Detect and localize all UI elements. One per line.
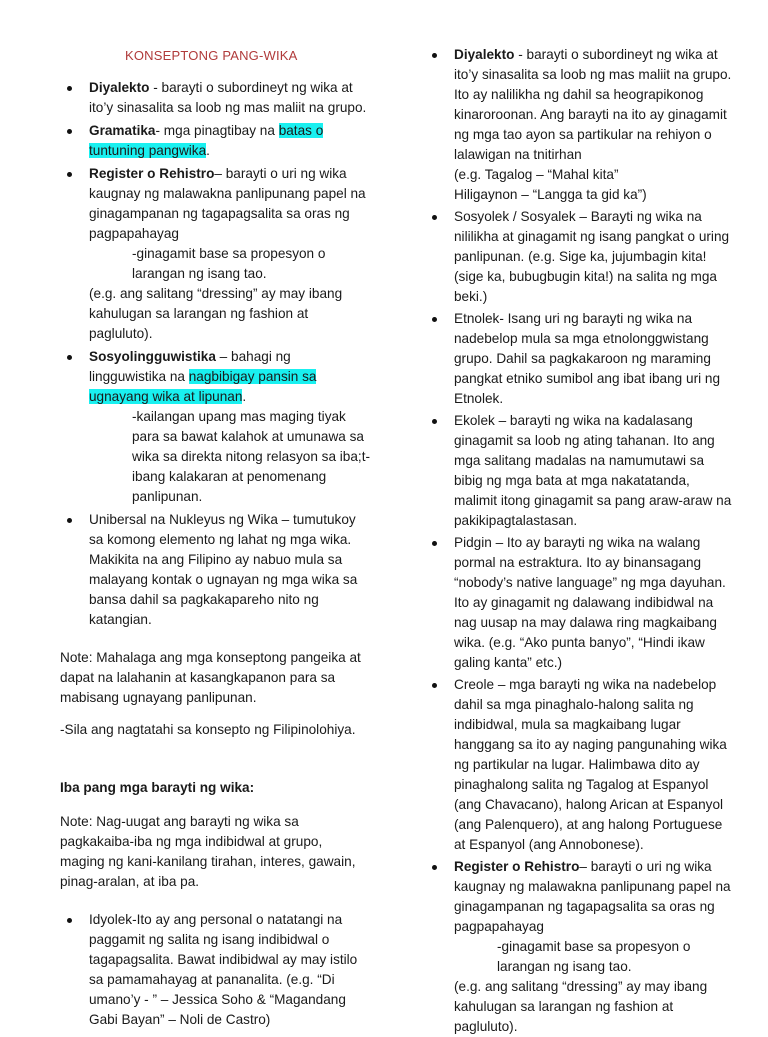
punctuation: .	[242, 389, 247, 404]
indented-note: -ginagamit base sa propesyon o larangan ng isang tao.	[132, 246, 326, 281]
highlighted-text: batas o tuntuning pangwika	[89, 123, 324, 158]
definition: - barayti o subordineyt ng wika at ito’y sinasalita sa loob ng mas maliit na grupo. Ito ay nalilikha ng dahil sa heograpikonog kinaroroonan. Ang barayti na ito ay ginagamit ng mga tao ayon sa partikular na rehiyon o lalawigan na tnitirhan	[454, 47, 732, 162]
definition: - mga pinagtibay na	[155, 123, 279, 138]
example: (e.g. ang salitang “dressing” ay may ibang kahulugan sa larangan ng fashion at pagluluto).	[454, 979, 708, 1034]
definition: Sosyolek / Sosyalek – Barayti ng wika na nililikha at ginagamit ng isang pangkat o uring panlipunan. (e.g. Sige ka, jujumbagin kita! (sige ka, bubugbugin kita!) na salita ng mga beki.)	[454, 209, 730, 304]
list-item-unibersal	[60, 510, 370, 630]
note-paragraph: -Sila ang nagtatahi sa konsepto ng Filipinolohiya.	[60, 722, 356, 737]
definition: - barayti o subordineyt ng wika at ito’y sinasalita sa loob ng mas maliit na grupo.	[89, 80, 367, 115]
list-item-gramatika	[60, 121, 370, 161]
definition: Pidgin – Ito ay barayti ng wika na walang pormal na estraktura. Ito ay binansagang “nobody’s native language” ng mga dayuhan. Ito ay ginagamit ng dalawang indibidwal na nag uusap na may dalawa ring magkaibang wika. (e.g. “Ako punta banyo”, “Hindi ikaw galing kanta” etc.)	[454, 535, 726, 670]
punctuation: .	[206, 143, 210, 158]
definition: Etnolek- Isang uri ng barayti ng wika na nadebelop mula sa mga etnolonggwistang grupo. Dahil sa pagkakaroon ng maraming pangkat etniko sumibol ang ibat ibang uri ng Etnolek.	[454, 311, 721, 406]
variety-list	[425, 45, 735, 1037]
example: Hiligaynon – “Langga ta gid ka”)	[454, 187, 647, 202]
section-heading: Iba pang mga barayti ng wika:	[60, 780, 255, 795]
term: Sosyolingguwistika	[89, 349, 216, 364]
term: Register o Rehistro	[89, 166, 215, 181]
definition: – bahagi ng lingguwistika na	[89, 349, 291, 384]
indented-note: -ginagamit base sa propesyon o larangan ng isang tao.	[497, 939, 691, 974]
page-title: KONSEPTONG PANG-WIKA	[125, 48, 298, 63]
term: Diyalekto	[89, 80, 150, 95]
list-item-creole	[425, 675, 735, 855]
variety-list	[60, 910, 370, 1030]
example: (e.g. Tagalog – “Mahal kita”	[454, 167, 619, 182]
list-item-diyalekto	[60, 78, 370, 118]
list-item-etnolek	[425, 309, 735, 409]
left-column	[60, 0, 370, 1030]
list-item-diyalekto	[425, 45, 735, 205]
definition: Creole – mga barayti ng wika na nadebelop dahil sa mga pinaghalo-halong salita ng indibidwal, mula sa magkaibang lugar hanggang sa ito ay naging pangunahing wika ng partikular na lugar. Halimbawa dito ay pinaghalong salita ng Tagalog at Espanyol (ang Chavacano), halong Arican at Espanyol (ang Palenquero), at ang halong Portuguese at Espanyol (ang Annobonese).	[454, 677, 727, 852]
definition: Idyolek-Ito ay ang personal o natatangi na paggamit ng salita ng isang indibidwal o tagapagsalita. Bawat indibidwal ay may istilo sa pamamahayag at pananalita. (e.g. “Di umano’y - ” – Jessica Soho & “Magandang Gabi Bayan” – Noli de Castro)	[89, 912, 358, 1027]
term: Register o Rehistro	[454, 859, 580, 874]
list-item-sosyolingguwistika	[60, 347, 370, 507]
definition: – barayti o uri ng wika kaugnay ng malawakna panlipunang papel na ginagampanan ng tagapagsalita sa oras ng pagpapahayag	[89, 166, 366, 241]
definition: Ekolek – barayti ng wika na kadalasang ginagamit sa loob ng ating tahanan. Ito ang mga salitang madalas na namumutawi sa bibig ng mga bata at mga nakatatanda, malimit itong ginagamit sa pang araw-araw na pakikipagtalastasan.	[454, 413, 732, 528]
list-item-pidgin	[425, 533, 735, 673]
highlighted-text: nagbibigay pansin sa ugnayang wika at lipunan	[89, 369, 317, 404]
indented-note: -kailangan upang mas maging tiyak para sa bawat kalahok at umunawa sa wika sa direkta nitong relasyon sa iba;t-ibang kalakaran at penomenang panlipunan.	[132, 409, 371, 504]
list-item-register	[60, 164, 370, 344]
term: Diyalekto	[454, 47, 515, 62]
term: Gramatika	[89, 123, 156, 138]
note-paragraph: Note: Mahalaga ang mga konseptong pangeika at dapat na lalahanin at kasangkapanon para sa mabisang ugnayang panlipunan.	[60, 650, 361, 705]
list-item-sosyolek	[425, 207, 735, 307]
list-item-ekolek	[425, 411, 735, 531]
definition: Unibersal na Nukleyus ng Wika – tumutukoy sa komong elemento ng lahat ng mga wika. Makikita na ang Filipino ay nabuo mula sa malayang kontak o ugnayan ng mga wika sa bansa dahil sa pagkakapareho nito ng katangian.	[89, 512, 358, 627]
list-item-idyolek	[60, 910, 370, 1030]
right-column	[425, 0, 735, 1037]
concept-list	[60, 78, 370, 630]
note-paragraph: Note: Nag-uugat ang barayti ng wika sa pagkakaiba-iba ng mga indibidwal at grupo, maging ng kani-kanilang tirahan, interes, gawain, pinag-aralan, at iba pa.	[60, 814, 356, 889]
definition: – barayti o uri ng wika kaugnay ng malawakna panlipunang papel na ginagampanan ng tagapagsalita sa oras ng pagpapahayag	[454, 859, 731, 934]
list-item-register	[425, 857, 735, 1037]
example: (e.g. ang salitang “dressing” ay may ibang kahulugan sa larangan ng fashion at pagluluto).	[89, 286, 343, 341]
